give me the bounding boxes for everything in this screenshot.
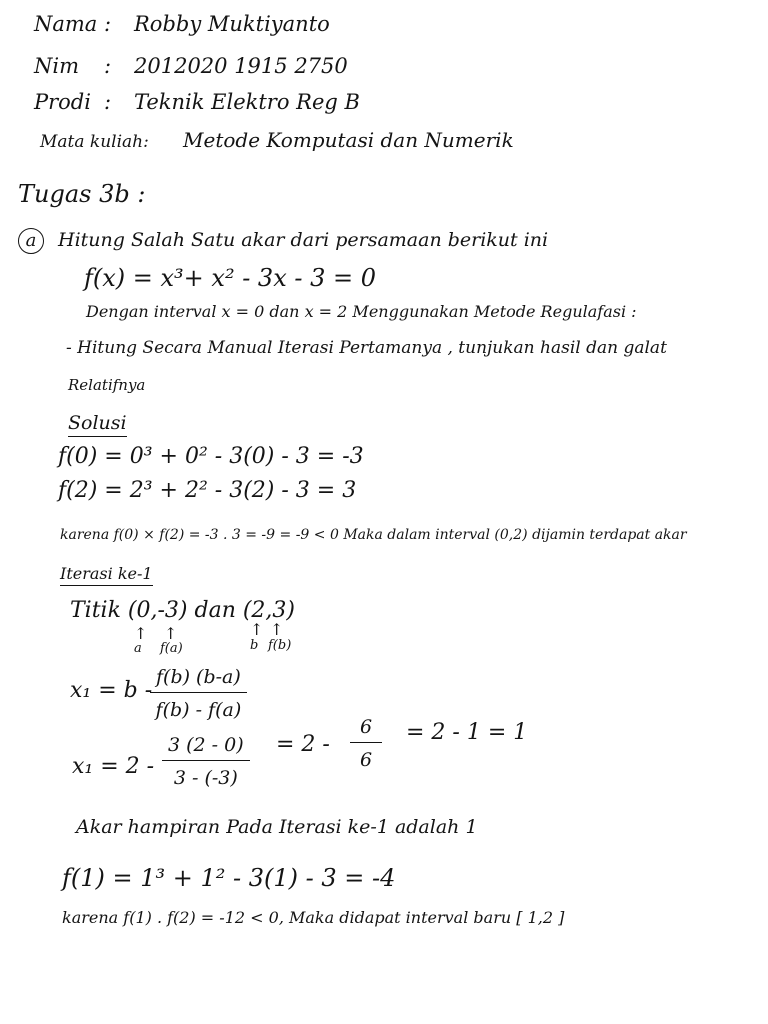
iteration-heading xyxy=(60,566,153,582)
task-line2: Dengan interval x = 0 dan x = 2 Menggunakan Metode Regulafasi : xyxy=(86,302,637,321)
formula-fraction xyxy=(150,666,247,721)
nim-value: 2012020 1915 2750 xyxy=(134,54,348,78)
calc-fraction xyxy=(162,734,250,789)
header-nim-row xyxy=(34,56,348,77)
matkul-value: Metode Komputasi dan Numerik xyxy=(183,128,514,152)
nama-label: Nama xyxy=(34,12,98,36)
solution-heading-text: Solusi xyxy=(68,412,127,437)
label-b: b xyxy=(250,638,259,653)
header-matkul-row xyxy=(40,130,514,151)
header-prodi-row xyxy=(34,92,360,113)
calc-mid: = 2 - xyxy=(276,732,330,757)
arrow-b: ↑ xyxy=(250,620,264,639)
task-title: Tugas 3b : xyxy=(18,180,146,208)
solution-because: karena f(0) × f(2) = -3 . 3 = -9 = -9 < 0 Maka dalam interval (0,2) dijamin terdapat akar xyxy=(60,527,687,543)
arrow-fa: ↑ xyxy=(164,624,178,643)
calc-numerator: 3 (2 - 0) xyxy=(162,734,250,761)
label-fa: f(a) xyxy=(160,641,183,656)
root-statement: Akar hampiran Pada Iterasi ke-1 adalah 1 xyxy=(76,816,478,838)
arrow-a: ↑ xyxy=(134,624,148,643)
formula-numerator: f(b) (b-a) xyxy=(150,666,247,693)
matkul-label: Mata kuliah: xyxy=(40,132,149,152)
task-marker: a xyxy=(18,228,44,254)
formula-denominator: f(b) - f(a) xyxy=(155,699,242,721)
arrow-fb: ↑ xyxy=(270,620,284,639)
task-line3: - Hitung Secara Manual Iterasi Pertamanya , tunjukan hasil dan galat xyxy=(66,338,667,358)
six-denominator: 6 xyxy=(360,749,373,771)
calc-result: = 2 - 1 = 1 xyxy=(406,720,528,745)
nim-label: Nim xyxy=(34,54,80,78)
conclusion: karena f(1) . f(2) = -12 < 0, Maka didapat interval baru [ 1,2 ] xyxy=(62,908,565,927)
solution-f0: f(0) = 0³ + 0² - 3(0) - 3 = -3 xyxy=(58,444,364,469)
nama-value: Robby Muktiyanto xyxy=(134,12,330,36)
task-equation: f(x) = x³+ x² - 3x - 3 = 0 xyxy=(84,264,377,292)
solution-heading xyxy=(68,414,127,433)
solution-f2: f(2) = 2³ + 2² - 3(2) - 3 = 3 xyxy=(58,478,357,503)
task-line4: Relatifnya xyxy=(68,376,146,394)
task-line1-text: Hitung Salah Satu akar dari persamaan berikut ini xyxy=(58,229,549,251)
label-a: a xyxy=(134,641,142,656)
nim-colon: : xyxy=(104,54,112,78)
prodi-label: Prodi xyxy=(34,90,91,114)
six-numerator: 6 xyxy=(350,716,382,743)
header-nama-row xyxy=(34,14,330,35)
solution-f1: f(1) = 1³ + 1² - 3(1) - 3 = -4 xyxy=(62,864,396,892)
iteration-heading-text: Iterasi ke-1 xyxy=(60,564,153,586)
nama-colon: : xyxy=(104,12,112,36)
six-fraction xyxy=(350,716,382,771)
calc-lhs: x₁ = 2 - xyxy=(72,754,155,779)
iteration-points: Titik (0,-3) dan (2,3) xyxy=(70,598,296,623)
formula-lhs: x₁ = b - xyxy=(70,678,153,703)
label-fb: f(b) xyxy=(268,638,292,653)
task-question-line1 xyxy=(18,228,548,254)
prodi-colon: : xyxy=(104,90,112,114)
prodi-value: Teknik Elektro Reg B xyxy=(134,90,360,114)
calc-denominator: 3 - (-3) xyxy=(173,767,238,789)
